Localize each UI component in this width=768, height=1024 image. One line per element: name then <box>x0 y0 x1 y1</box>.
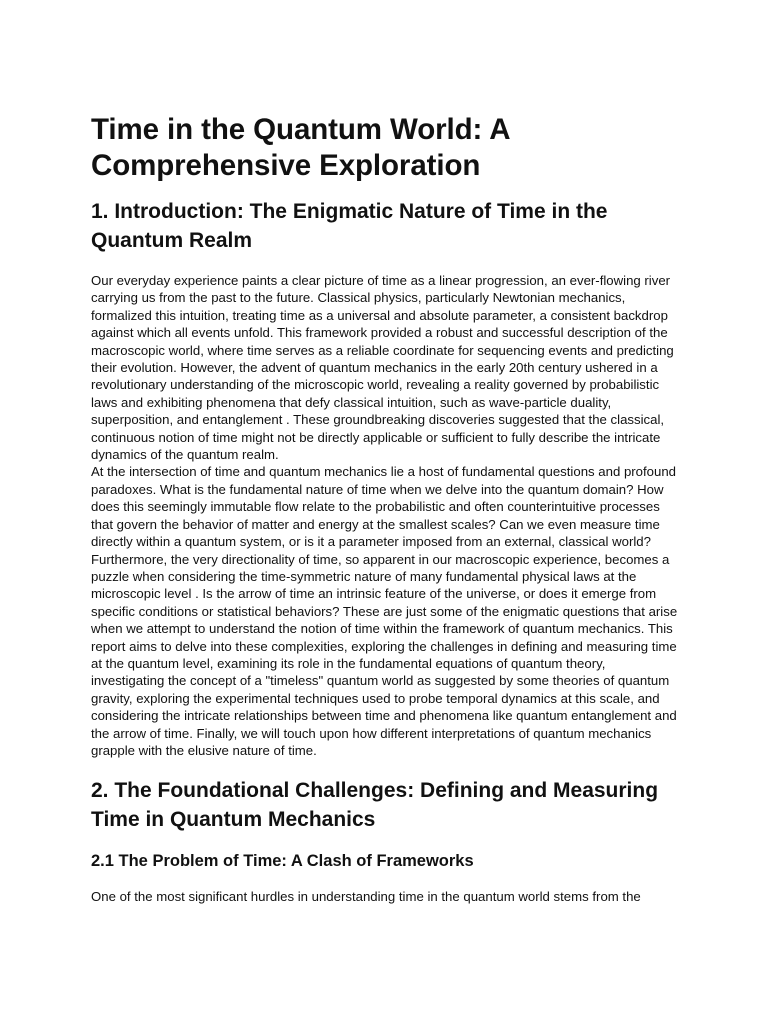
document-page <box>91 108 681 906</box>
section-heading-foundational-challenges: 2. The Foundational Challenges: Defining and Measuring Time in Quantum Mechanics <box>91 779 659 832</box>
section-heading-introduction: 1. Introduction: The Enigmatic Nature of Time in the Quantum Realm <box>91 200 608 252</box>
intro-paragraph-1: Our everyday experience paints a clear picture of time as a linear progression, an ever-flowing river carrying us from the past to the future. Classical physics, particularly Newtonian mechanics, formalized this intuition, treating time as a universal and absolute parameter, a consistent backdrop against which all events unfold. This framework provided a robust and successful description of the macroscopic world, where time serves as a reliable coordinate for sequencing events and predicting their evolution. However, the advent of quantum mechanics in the early 20th century ushered in a revolutionary understanding of the microscopic world, revealing a reality governed by probabilistic laws and exhibiting phenomena that defy classical intuition, such as wave-particle duality, superposition, and entanglement . These groundbreaking discoveries suggested that the classical, continuous notion of time might not be directly applicable or sufficient to fully describe the intricate dynamics of the quantum realm. <box>91 273 674 463</box>
document-title: Time in the Quantum World: A Comprehensive Exploration <box>91 113 510 182</box>
subsection-heading-problem-of-time: 2.1 The Problem of Time: A Clash of Frameworks <box>91 852 474 871</box>
intro-paragraph-2: At the intersection of time and quantum mechanics lie a host of fundamental questions and profound paradoxes. What is the fundamental nature of time when we delve into the quantum domain? How does this seemingly immutable flow relate to the probabilistic and often counterintuitive processes that govern the behavior of matter and energy at the smallest scales? Can we even measure time directly within a quantum system, or is it a parameter imposed from an external, classical world? Furthermore, the very directionality of time, so apparent in our macroscopic experience, becomes a puzzle when considering the time-symmetric nature of many fundamental physical laws at the microscopic level . Is the arrow of time an intrinsic feature of the universe, or does it emerge from specific conditions or statistical behaviors? These are just some of the enigmatic questions that arise when we attempt to understand the notion of time within the framework of quantum mechanics. This report aims to delve into these complexities, exploring the challenges in defining and measuring time at the quantum level, examining its role in the fundamental equations of quantum theory, investigating the concept of a "timeless" quantum world as suggested by some theories of quantum gravity, exploring the experimental techniques used to probe temporal dynamics at this scale, and considering the intricate relationships between time and phenomena like quantum entanglement and the arrow of time. Finally, we will touch upon how different interpretations of quantum mechanics grapple with the elusive nature of time. <box>91 464 678 758</box>
problem-of-time-paragraph: One of the most significant hurdles in understanding time in the quantum world stems from the <box>91 889 641 905</box>
